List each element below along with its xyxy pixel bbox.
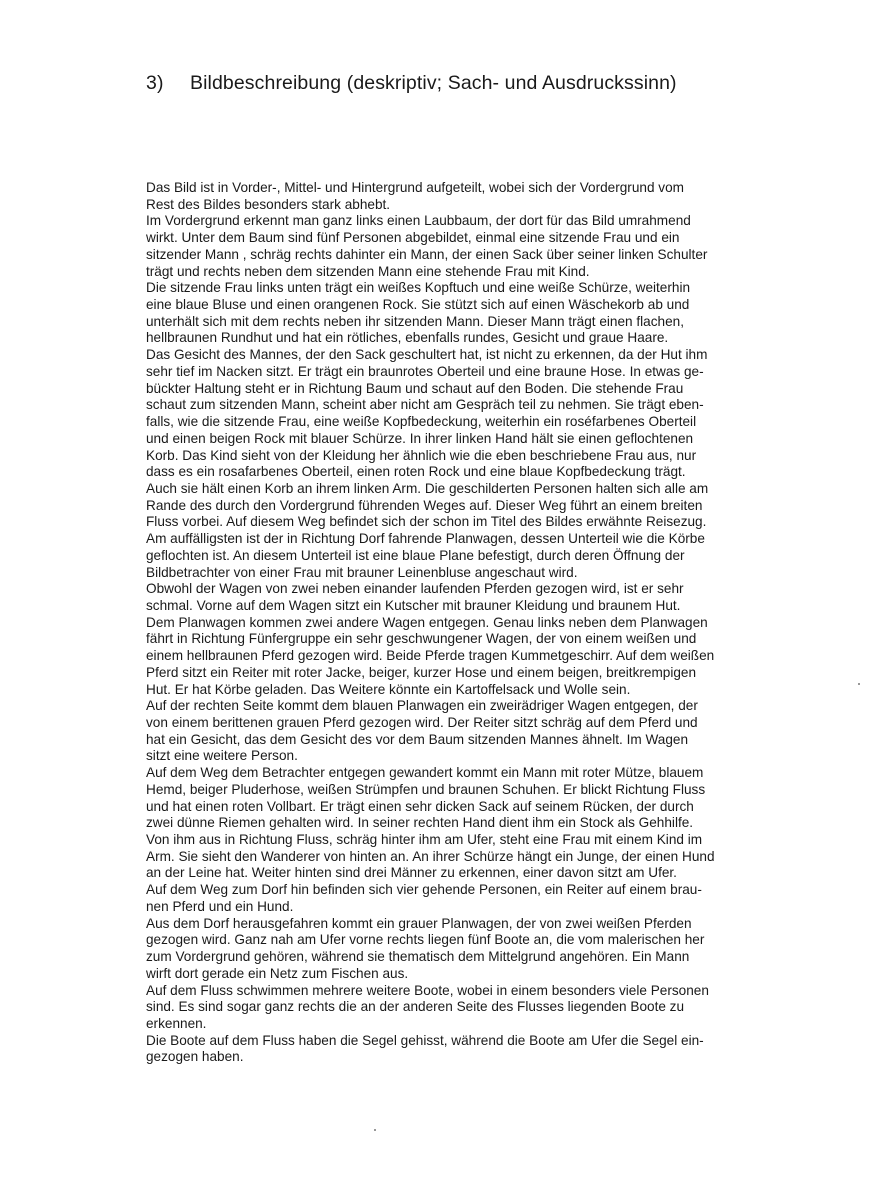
- text-line: sitzender Mann , schräg rechts dahinter ein Mann, der einen Sack über seiner linken Schulter: [146, 246, 708, 262]
- text-line: Die sitzende Frau links unten trägt ein weißes Kopftuch und eine weiße Schürze, weiterhin: [146, 280, 691, 296]
- text-line: Auf der rechten Seite kommt dem blauen Planwagen ein zweirädriger Wagen entgegen, der: [146, 698, 698, 714]
- text-line: hat ein Gesicht, das dem Gesicht des vor dem Baum sitzenden Mannes ähnelt. Im Wagen: [146, 731, 689, 747]
- text-line: von einem berittenen grauen Pferd gezogen wird. Der Reiter sitzt schräg auf dem Pferd und: [146, 715, 698, 730]
- text-line: Auf dem Weg zum Dorf hin befinden sich vier gehende Personen, ein Reiter auf einem brau-: [146, 882, 702, 898]
- text-line: und einen beigen Rock mit blauer Schürze. In ihrer linken Hand hält sie einen geflochtenen: [146, 430, 694, 446]
- text-line: Rande des durch den Vordergrund führenden Weges auf. Dieser Weg führt an einem breiten: [146, 497, 703, 513]
- text-line: hellbraunen Rundhut und hat ein rötliches, ebenfalls rundes, Gesicht und graue Haare.: [146, 330, 669, 346]
- text-line: Bildbetrachter von einer Frau mit brauner Leinenbluse angeschaut wird.: [146, 564, 578, 580]
- text-line: falls, wie die sitzende Frau, eine weiße Kopfbedeckung, weiterhin ein roséfarbenes Oberteil: [146, 414, 697, 430]
- text-line: gezogen haben.: [146, 1049, 244, 1065]
- text-line: Fluss vorbei. Auf diesem Weg befindet sich der schon im Titel des Bildes erwähnte Reisezug.: [146, 514, 707, 530]
- text-line: schmal. Vorne auf dem Wagen sitzt ein Kutscher mit brauner Kleidung und braunem Hut.: [146, 597, 681, 613]
- text-line: gezogen wird. Ganz nah am Ufer vorne rechts liegen fünf Boote an, die vom malerischen her: [146, 932, 705, 948]
- text-line: bückter Haltung steht er in Richtung Baum und schaut auf den Boden. Die stehende Frau: [146, 380, 684, 396]
- text-line: Hut. Er hat Körbe geladen. Das Weitere könnte ein Kartoffelsack und Wolle sein.: [146, 681, 631, 697]
- text-line: Auch sie hält einen Korb an ihrem linken Arm. Die geschilderten Personen halten sich alle am: [146, 480, 709, 496]
- text-line: eine blaue Bluse und einen orangenen Rock. Sie stützt sich auf einen Wäschekorb ab und: [146, 297, 690, 313]
- text-line: Die Boote auf dem Fluss haben die Segel gehisst, während die Boote am Ufer die Segel ein-: [146, 1032, 704, 1048]
- text-line: Von ihm aus in Richtung Fluss, schräg hinter ihm am Ufer, steht eine Frau mit einem Kind im: [146, 832, 703, 848]
- text-line: sehr tief im Nacken sitzt. Er trägt ein braunrotes Oberteil und eine braune Hose. In etwas ge-: [146, 363, 704, 379]
- text-line: Auf dem Weg dem Betrachter entgegen gewandert kommt ein Mann mit roter Mütze, blauem: [146, 765, 704, 781]
- text-line: einem hellbraunen Pferd gezogen wird. Beide Pferde tragen Kummetgeschirr. Auf dem weißen: [146, 648, 715, 664]
- text-line: trägt und rechts neben dem sitzenden Mann eine stehende Frau mit Kind.: [146, 263, 590, 279]
- text-line: Aus dem Dorf herausgefahren kommt ein grauer Planwagen, der von zwei weißen Pferden: [146, 915, 692, 931]
- text-line: Auf dem Fluss schwimmen mehrere weitere Boote, wobei in einem besonders viele Personen: [146, 982, 709, 998]
- description-body: [146, 180, 786, 1066]
- text-line: Das Gesicht des Mannes, der den Sack geschultert hat, ist nicht zu erkennen, da der Hut ihm: [146, 347, 708, 363]
- text-line: Hemd, beiger Pluderhose, weißen Strümpfen und braunen Schuhen. Er blickt Richtung Fluss: [146, 781, 706, 797]
- text-line: wirkt. Unter dem Baum sind fünf Personen abgebildet, einmal eine sitzende Frau und ein: [146, 230, 680, 246]
- text-line: Pferd sitzt ein Reiter mit roter Jacke, beiger, kurzer Hose und einem beigen, breitkrempigen: [146, 664, 697, 680]
- text-line: zwei dünne Riemen gehalten wird. In seiner rechten Hand dient ihm ein Stock als Gehhilfe.: [146, 815, 694, 831]
- text-line: Korb. Das Kind sieht von der Kleidung her ähnlich wie die eben beschriebene Frau aus, nur: [146, 447, 697, 463]
- page-heading: [146, 72, 677, 95]
- text-line: Arm. Sie sieht den Wanderer von hinten an. An ihrer Schürze hängt ein Junge, der einen Hund: [146, 848, 715, 864]
- text-line: fährt in Richtung Fünfergruppe ein sehr geschwungener Wagen, der von einem weißen und: [146, 631, 697, 647]
- scan-speck: [374, 1129, 376, 1131]
- text-line: dass es ein rosafarbenes Oberteil, einen roten Rock und eine blaue Kopfbedeckung trägt.: [146, 464, 686, 480]
- section-title: Bildbeschreibung (deskriptiv; Sach- und Ausdruckssinn): [190, 72, 677, 94]
- text-line: erkennen.: [146, 1015, 207, 1031]
- text-line: an der Leine hat. Weiter hinten sind drei Männer zu erkennen, einer davon sitzt am Ufer.: [146, 865, 677, 881]
- text-line: schaut zum sitzenden Mann, scheint aber nicht am Gespräch teil zu nehmen. Sie trägt eben-: [146, 397, 704, 413]
- scan-speck: [858, 683, 860, 685]
- text-line: geflochten ist. An diesem Unterteil ist eine blaue Plane befestigt, durch deren Öffnung der: [146, 547, 685, 563]
- text-line: sitzt eine weitere Person.: [146, 748, 298, 764]
- text-line: wirft dort gerade ein Netz zum Fischen aus.: [146, 965, 409, 981]
- text-line: nen Pferd und ein Hund.: [146, 898, 294, 914]
- text-line: zum Vordergrund gehören, während sie thematisch dem Mittelgrund angehören. Ein Mann: [146, 949, 690, 965]
- text-line: Rest des Bildes besonders stark abhebt.: [146, 196, 391, 212]
- text-line: Das Bild ist in Vorder-, Mittel- und Hintergrund aufgeteilt, wobei sich der Vordergrund vom: [146, 180, 684, 195]
- section-number: 3): [146, 72, 164, 94]
- text-line: Am auffälligsten ist der in Richtung Dorf fahrende Planwagen, dessen Unterteil wie die Körbe: [146, 531, 705, 547]
- text-line: sind. Es sind sogar ganz rechts die an der anderen Seite des Flusses liegenden Boote zu: [146, 999, 685, 1015]
- text-line: unterhält sich mit dem rechts neben ihr sitzenden Mann. Dieser Mann trägt einen flachen,: [146, 313, 684, 329]
- text-line: Obwohl der Wagen von zwei neben einander laufenden Pferden gezogen wird, ist er sehr: [146, 581, 684, 597]
- text-line: und hat einen roten Vollbart. Er trägt einen sehr dicken Sack auf seinem Rücken, der durch: [146, 798, 694, 814]
- text-line: Im Vordergrund erkennt man ganz links einen Laubbaum, der dort für das Bild umrahmend: [146, 213, 691, 229]
- text-line: Dem Planwagen kommen zwei andere Wagen entgegen. Genau links neben dem Planwagen: [146, 614, 708, 630]
